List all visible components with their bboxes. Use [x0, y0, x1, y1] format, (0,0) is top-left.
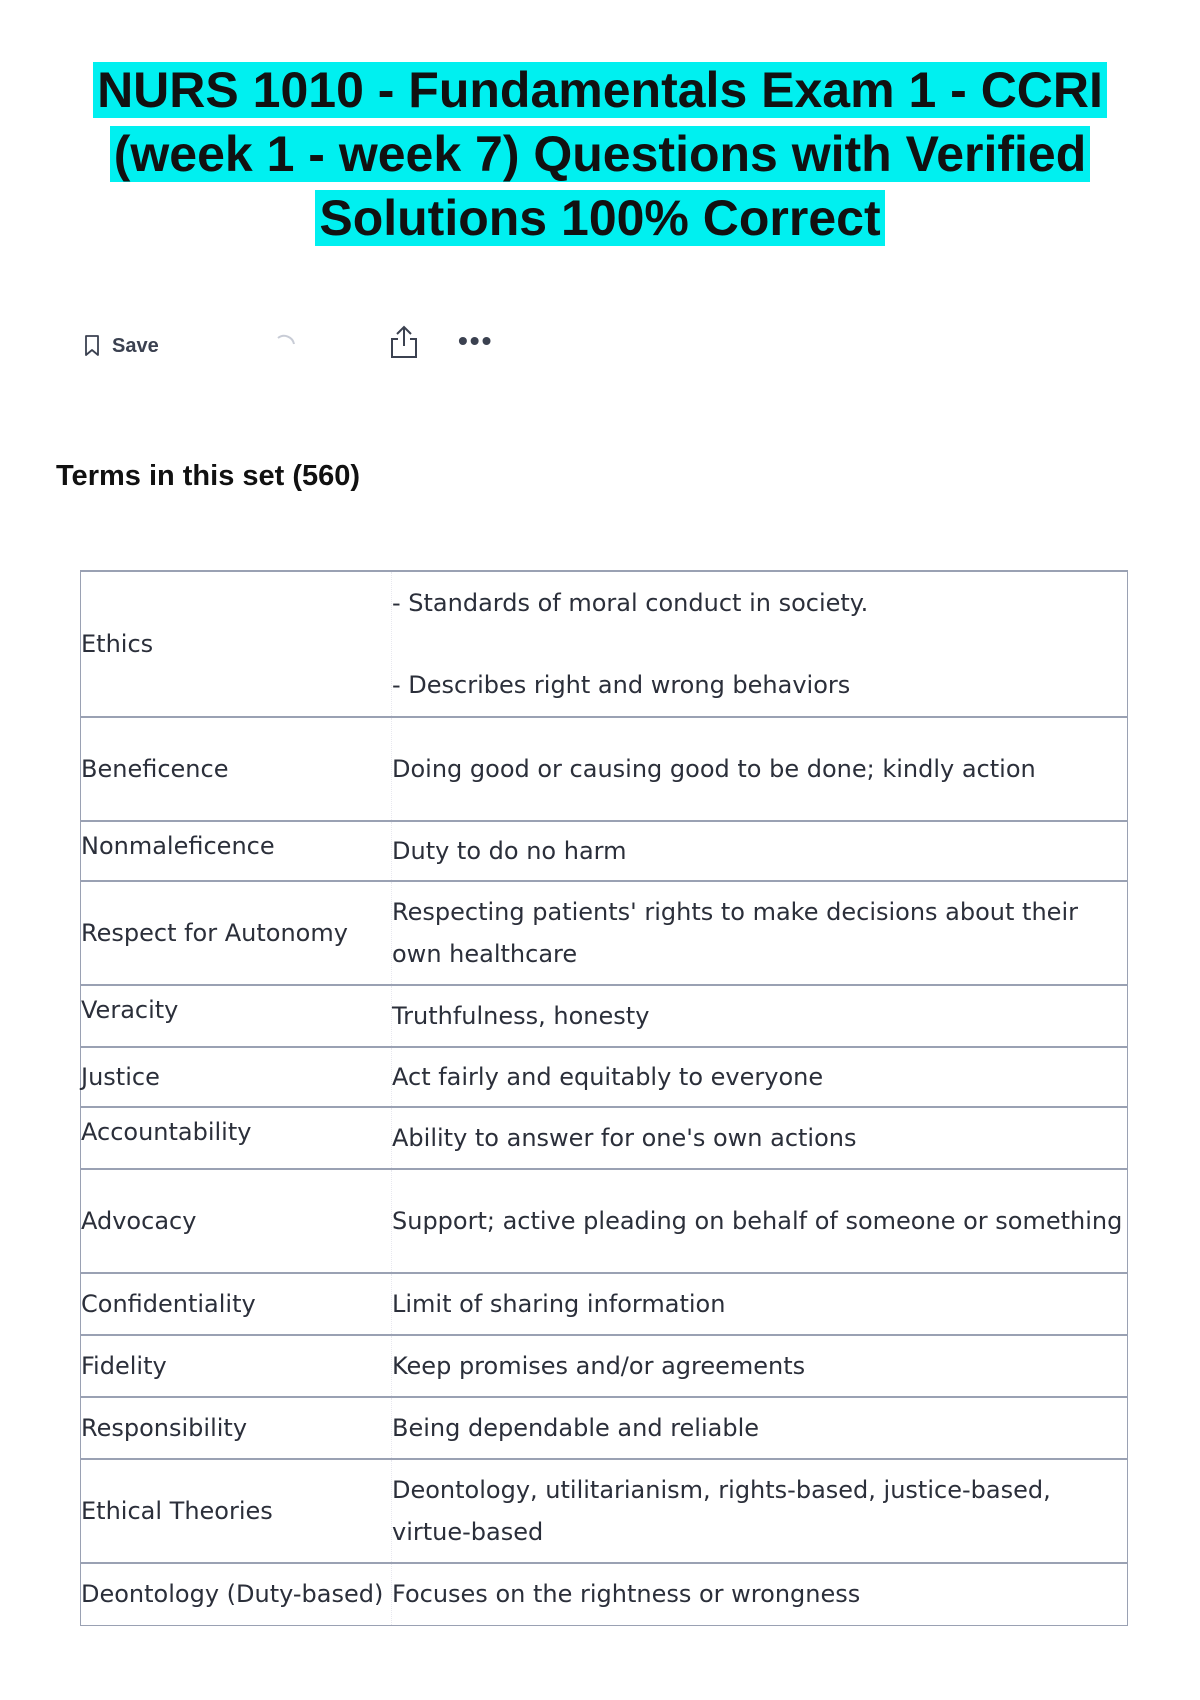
term-cell: Fidelity — [81, 1335, 392, 1397]
term-cell: Advocacy — [81, 1169, 392, 1273]
terms-table — [80, 570, 1128, 1626]
definition-cell — [392, 881, 1128, 985]
definition-line: - Standards of moral conduct in society. — [392, 589, 869, 617]
definition-cell — [392, 1335, 1128, 1397]
term-row — [81, 1397, 1128, 1459]
definition-line: Limit of sharing information — [392, 1290, 726, 1318]
term-row — [81, 821, 1128, 881]
definition-cell — [392, 1047, 1128, 1107]
definition-cell — [392, 1563, 1128, 1625]
definition-line: Respecting patients' rights to make decisions about their own healthcare — [392, 898, 1078, 968]
term-cell: Nonmaleficence — [81, 821, 392, 881]
save-button[interactable] — [84, 335, 159, 358]
definition-line: Act fairly and equitably to everyone — [392, 1063, 824, 1091]
term-row — [81, 1335, 1128, 1397]
more-icon[interactable]: ••• — [458, 325, 494, 356]
term-cell: Ethics — [81, 571, 392, 717]
term-row — [81, 1563, 1128, 1625]
definition-cell — [392, 1169, 1128, 1273]
definition-line: Ability to answer for one's own actions — [392, 1124, 857, 1152]
term-cell: Respect for Autonomy — [81, 881, 392, 985]
definition-cell — [392, 1459, 1128, 1563]
save-label: Save — [112, 334, 159, 357]
definition-cell — [392, 985, 1128, 1047]
page-title-text: NURS 1010 - Fundamentals Exam 1 - CCRI (week 1 - week 7) Questions with Verified Solutions 100% Correct — [93, 62, 1107, 246]
term-row — [81, 1273, 1128, 1335]
term-row — [81, 571, 1128, 717]
definition-line: Doing good or causing good to be done; kindly action — [392, 755, 1036, 783]
definition-line: Being dependable and reliable — [392, 1414, 760, 1442]
spinner-icon — [272, 332, 298, 358]
term-row — [81, 1459, 1128, 1563]
term-row — [81, 881, 1128, 985]
term-cell: Confidentiality — [81, 1273, 392, 1335]
term-row — [81, 985, 1128, 1047]
term-cell: Veracity — [81, 985, 392, 1047]
definition-cell — [392, 717, 1128, 821]
definition-line: Keep promises and/or agreements — [392, 1352, 806, 1380]
term-row — [81, 717, 1128, 821]
share-icon[interactable] — [388, 324, 420, 360]
term-cell: Justice — [81, 1047, 392, 1107]
term-cell: Beneficence — [81, 717, 392, 821]
toolbar — [84, 326, 159, 366]
term-cell: Ethical Theories — [81, 1459, 392, 1563]
definition-line: Truthfulness, honesty — [392, 1002, 650, 1030]
definition-cell — [392, 1107, 1128, 1169]
term-row — [81, 1169, 1128, 1273]
term-row — [81, 1047, 1128, 1107]
definition-line: Support; active pleading on behalf of someone or something — [392, 1207, 1123, 1235]
definition-cell — [392, 821, 1128, 881]
definition-cell — [392, 571, 1128, 717]
term-cell: Deontology (Duty-based) — [81, 1563, 392, 1625]
terms-count-heading: Terms in this set (560) — [56, 460, 361, 492]
definition-cell — [392, 1397, 1128, 1459]
page-title — [40, 58, 1160, 250]
definition-line: Focuses on the rightness or wrongness — [392, 1580, 861, 1609]
term-row — [81, 1107, 1128, 1169]
definition-line: - Describes right and wrong behaviors — [392, 671, 851, 699]
term-cell: Responsibility — [81, 1397, 392, 1459]
definition-cell — [392, 1273, 1128, 1335]
definition-line: Deontology, utilitarianism, rights-based, justice-based, virtue-based — [392, 1476, 1051, 1546]
term-cell: Accountability — [81, 1107, 392, 1169]
bookmark-icon — [84, 335, 100, 357]
definition-line: Duty to do no harm — [392, 837, 627, 865]
